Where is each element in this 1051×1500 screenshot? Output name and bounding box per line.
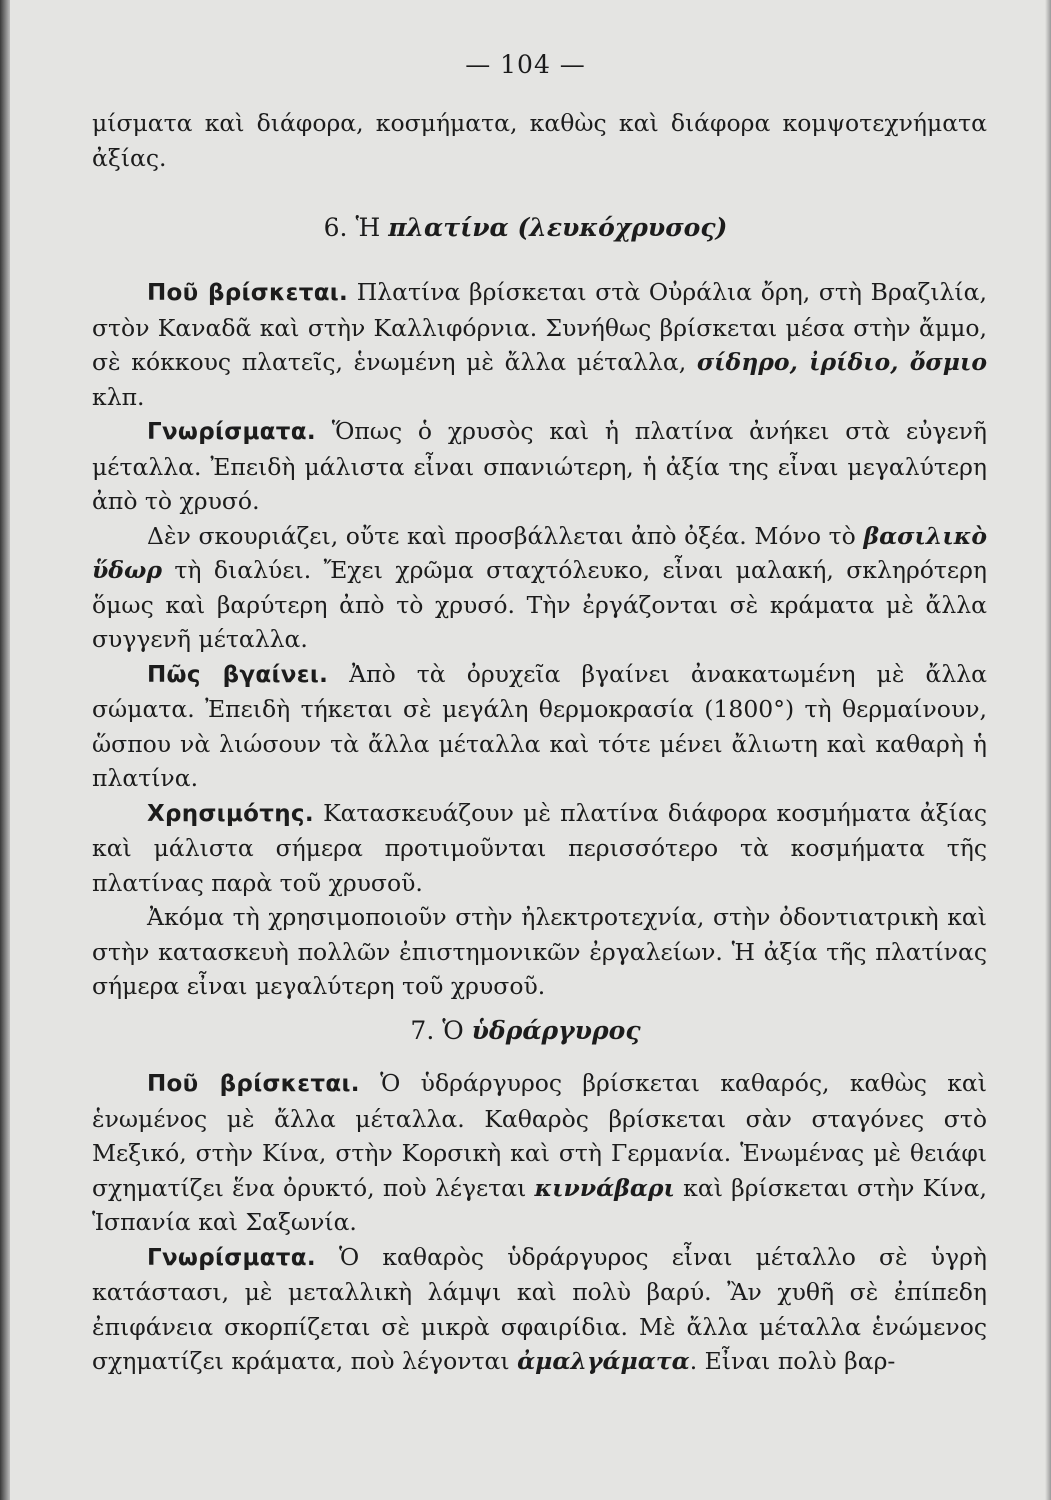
section-title-article: Ὁ	[442, 1016, 472, 1045]
paragraph-features-platinum	[92, 414, 987, 519]
paragraph-text: Ὁ ὑδράργυρος βρίσκεται καθαρός, καθὼς καὶ ἑνωμένος μὲ ἄλλα μέταλλα. Καθαρὸς βρίσκεται σὰν σταγόνες στὸ Μεξικό, στὴν Κίνα, στὴν Κορσικὴ καὶ στὴ Γερμανία. Ἑνωμένας μὲ θειάφι σχηματίζει ἕνα ὀρυκτό, ποὺ λέγεται	[92, 1069, 987, 1202]
paragraph-text: Κατασκευάζουν μὲ πλατίνα διάφορα κοσμήματα ἀξίας καὶ μάλιστα σήμερα προτιμοῦνται περισσότερο τὰ κοσμήματα τῆς πλατίνας παρὰ τοῦ χρυσοῦ.	[92, 798, 987, 897]
paragraph-text: Δὲν σκουριάζει, οὔτε καὶ προσβάλλεται ἀπὸ ὀξέα. Μόνο τὸ	[147, 521, 864, 550]
paragraph-text: Ὅπως ὁ χρυσὸς καὶ ἡ πλατίνα ἀνήκει στὰ εὐγενῆ μέταλλα. Ἐπειδὴ μάλιστα εἶναι σπανιώτερη, ἡ ἀξία της εἶναι μεγαλύτερη ἀπὸ τὸ χρυσό.	[92, 417, 987, 515]
section-title-article: Ἡ	[355, 213, 389, 242]
paragraph-tail: κλπ.	[92, 382, 145, 411]
paragraph-lead: Ποῦ βρίσκεται.	[147, 280, 349, 306]
page-number: — 104 —	[465, 50, 586, 79]
emphasis-term: σίδηρο, ἰρίδιο, ὄσμιο	[696, 348, 987, 376]
paragraph-text: Ὁ καθαρὸς ὑδράργυρος εἶναι μέταλλο σὲ ὑγρὴ κατάστασι, μὲ μεταλλικὴ λάμψι καὶ πολὺ βαρύ. Ἂν χυθῆ σὲ ἐπίπεδη ἐπιφάνεια σκορπίζεται σὲ μικρὰ σφαιρίδια. Μὲ ἄλλα μέταλλα ἑνώμενος σχηματίζει κράματα, ποὺ λέγονται	[92, 1242, 987, 1375]
section-number: 7.	[410, 1016, 443, 1045]
section-body-mercury	[92, 1066, 987, 1379]
paragraph-tail: καὶ βρίσκεται στὴν Κίνα, Ἱσπανία καὶ Σαξωνία.	[92, 1173, 987, 1236]
paragraph-usefulness-platinum-2	[92, 900, 987, 1004]
section-heading-mercury	[0, 1016, 1051, 1045]
emphasis-term: κιννάβαρι	[534, 1173, 675, 1202]
emphasis-term: βασιλικὸ ὕδωρ	[92, 521, 987, 584]
paragraph-lead: Χρησιμότης.	[147, 800, 314, 827]
emphasis-term: ἀμαλγάματα	[517, 1347, 690, 1375]
paragraph-text: Ἀκόμα τὴ χρησιμοποιοῦν στὴν ἠλεκτροτεχνία, στὴν ὀδοντιατρικὴ καὶ στὴν κατασκευὴ πολλῶν ἐπιστημονικῶν ἐργαλείων. Ἡ ἀξία τῆς πλατίνας σήμερα εἶναι μεγαλύτερη τοῦ χρυσοῦ.	[92, 903, 987, 1000]
section-heading-platinum	[0, 213, 1051, 242]
paragraph-lead: Γνωρίσματα.	[147, 1244, 316, 1271]
paragraph-tail: τὴ διαλύει. Ἔχει χρῶμα σταχτόλευκο, εἶναι μαλακή, σκληρότερη ὅμως καὶ βαρύτερη ἀπὸ τὸ χρυσό. Τὴν ἐργάζονται σὲ κράματα μὲ ἄλλα συγγενῆ μέταλλα.	[92, 556, 987, 653]
intro-paragraph	[92, 106, 987, 175]
paragraph-text: Πλατίνα βρίσκεται στὰ Οὐράλια ὄρη, στὴ Βραζιλία, στὸν Καναδᾶ καὶ στὴν Καλλιφόρνια. Συνήθως βρίσκεται μέσα στὴν ἄμμο, σὲ κόκκους πλατεῖς, ἑνωμένη μὲ ἄλλα μέταλλα,	[92, 278, 987, 376]
section-title: ὑδράργυρος	[471, 1016, 641, 1045]
section-number: 6.	[323, 213, 356, 242]
paragraph-extraction-platinum	[92, 657, 987, 796]
section-title: πλατίνα (λευκόχρυσος)	[388, 213, 728, 242]
paragraph-lead: Γνωρίσματα.	[147, 419, 316, 445]
paragraph-lead: Ποῦ βρίσκεται.	[147, 1071, 360, 1097]
section-body-platinum	[92, 275, 987, 1004]
paragraph-where-platinum	[92, 275, 987, 414]
paragraph-lead: Πῶς βγαίνει.	[147, 661, 329, 688]
intro-text: μίσματα καὶ διάφορα, κοσμήματα, καθὼς καὶ διάφορα κομψοτεχνήματα ἀξίας.	[92, 109, 987, 172]
paragraph-usefulness-platinum	[92, 796, 987, 901]
paragraph-features-mercury	[92, 1240, 987, 1379]
paragraph-tail: . Εἶναι πολὺ βαρ-	[689, 1347, 896, 1375]
paragraph-features-platinum-2	[92, 519, 987, 657]
paragraph-text: Ἀπὸ τὰ ὀρυχεῖα βγαίνει ἀνακατωμένη μὲ ἄλλα σώματα. Ἐπειδὴ τήκεται σὲ μεγάλη θερμοκρασία (1800°) τὴ θερμαίνουν, ὥσπου νὰ λιώσουν τὰ ἄλλα μέταλλα καὶ τότε μένει ἄλιωτη καὶ καθαρὴ ἡ πλατίνα.	[92, 659, 987, 792]
paragraph-where-mercury	[92, 1066, 987, 1240]
